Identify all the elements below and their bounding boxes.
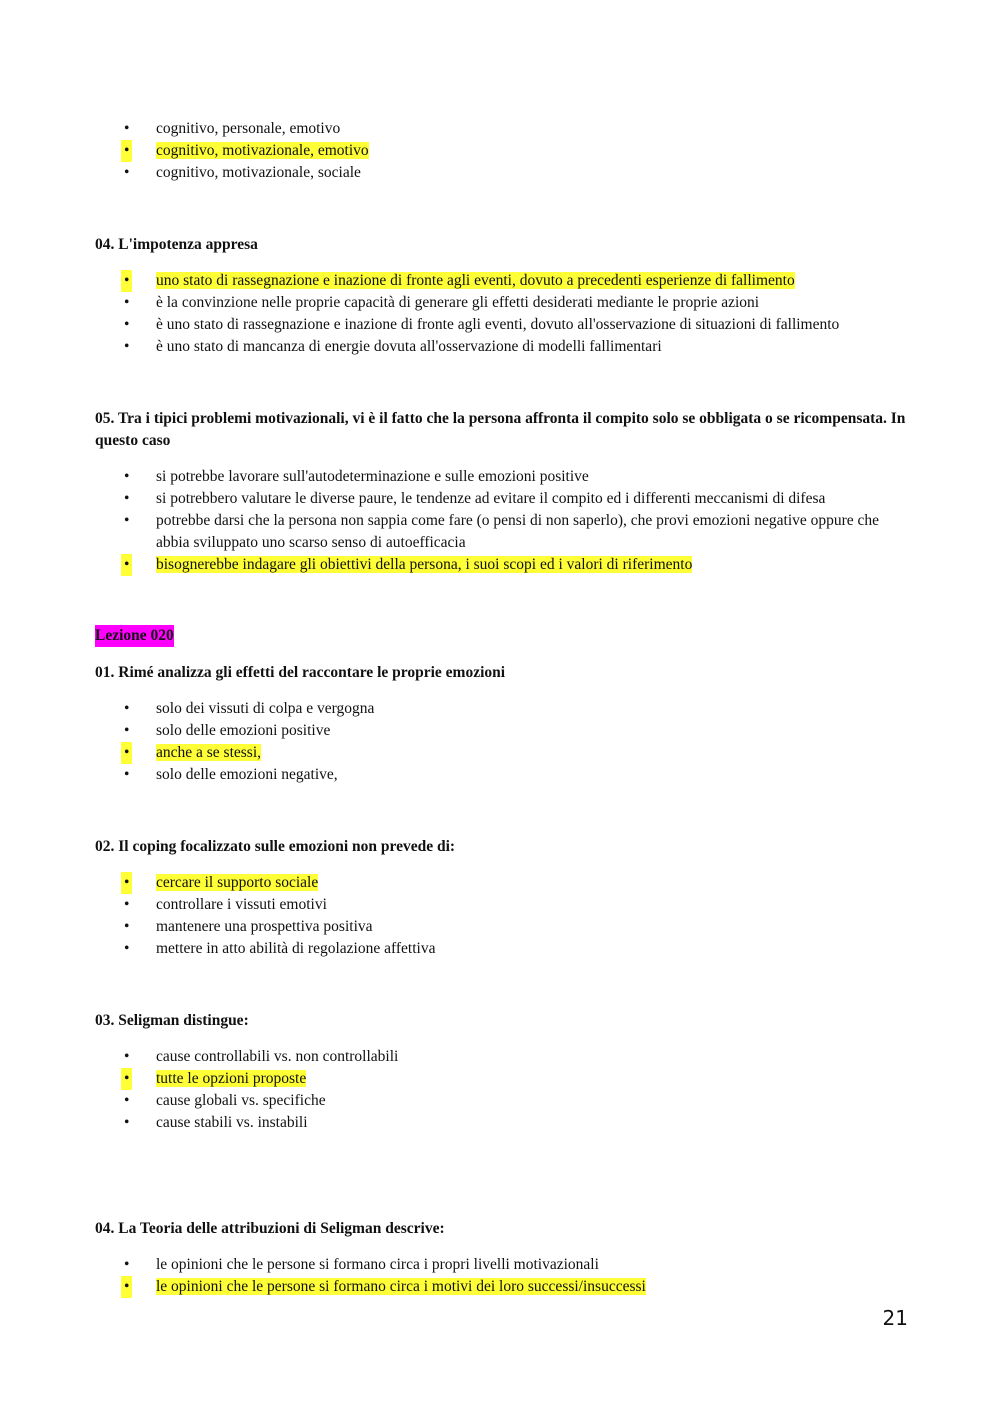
option-item: [95, 698, 915, 720]
bullet-icon: •: [124, 1048, 130, 1065]
bullet-icon: •: [124, 918, 130, 935]
option-text: le opinioni che le persone si formano circa i motivi dei loro successi/insuccessi: [156, 1278, 646, 1295]
option-item: [95, 162, 915, 184]
question-text: 04. L'impotenza appresa: [95, 236, 258, 253]
option-item: [95, 118, 915, 140]
option-text: solo delle emozioni positive: [156, 722, 331, 739]
bullet-icon: •: [124, 722, 130, 739]
bullet-icon: •: [121, 1276, 132, 1298]
question-block-l20-02: [95, 836, 915, 960]
option-item: [95, 314, 915, 336]
bullet-icon: •: [121, 872, 132, 894]
question-text: 01. Rimé analizza gli effetti del raccontare le proprie emozioni: [95, 664, 506, 681]
option-item: [95, 1046, 915, 1068]
option-item: [95, 916, 915, 938]
option-item-highlighted: [95, 270, 915, 292]
question-block-l20-03: [95, 1010, 915, 1134]
options-list: [95, 1254, 915, 1298]
bullet-icon: •: [121, 554, 132, 576]
option-item: [95, 488, 915, 510]
option-text: è uno stato di mancanza di energie dovuta all'osservazione di modelli fallimentari: [156, 338, 662, 355]
option-text: si potrebbero valutare le diverse paure, le tendenze ad evitare il compito ed i differenti meccanismi di difesa: [156, 490, 826, 507]
option-item-highlighted: [95, 1276, 915, 1298]
option-text: mettere in atto abilità di regolazione affettiva: [156, 940, 436, 957]
option-text: le opinioni che le persone si formano circa i propri livelli motivazionali: [156, 1256, 599, 1273]
option-text: è uno stato di rassegnazione e inazione di fronte agli eventi, dovuto all'osservazione di situazioni di fallimento: [156, 316, 840, 333]
option-text: controllare i vissuti emotivi: [156, 896, 327, 913]
options-list: [95, 872, 915, 960]
option-text: cause controllabili vs. non controllabili: [156, 1048, 399, 1065]
bullet-icon: •: [124, 1256, 130, 1273]
question-text: 05. Tra i tipici problemi motivazionali, vi è il fatto che la persona affronta il compito solo se obbligata o se ricompensata. In questo caso: [95, 410, 906, 449]
option-text: cognitivo, personale, emotivo: [156, 120, 341, 137]
bullet-icon: •: [124, 766, 130, 783]
bullet-icon: •: [124, 338, 130, 355]
bullet-icon: •: [121, 140, 132, 162]
option-item: [95, 1112, 915, 1134]
page-number: 21: [882, 1306, 908, 1330]
options-list: [95, 1046, 915, 1134]
option-item: [95, 466, 915, 488]
bullet-icon: •: [124, 1114, 130, 1131]
option-text: è la convinzione nelle proprie capacità di generare gli effetti desiderati mediante le proprie azioni: [156, 294, 760, 311]
bullet-icon: •: [124, 316, 130, 333]
bullet-icon: •: [124, 512, 130, 529]
option-item-highlighted: [95, 140, 915, 162]
option-item: [95, 764, 915, 786]
option-text: uno stato di rassegnazione e inazione di fronte agli eventi, dovuto a precedenti esperienze di fallimento: [156, 272, 795, 289]
bullet-icon: •: [121, 1068, 132, 1090]
options-list: [95, 466, 915, 576]
question-block-continued: [95, 118, 915, 184]
options-list: [95, 698, 915, 786]
bullet-icon: •: [124, 468, 130, 485]
option-item-highlighted: [95, 1068, 915, 1090]
option-item-highlighted: [95, 872, 915, 894]
bullet-icon: •: [124, 700, 130, 717]
option-text: cercare il supporto sociale: [156, 874, 319, 891]
bullet-icon: •: [124, 940, 130, 957]
question-text: 03. Seligman distingue:: [95, 1012, 249, 1029]
bullet-icon: •: [121, 742, 132, 764]
option-item-highlighted: [95, 742, 915, 764]
option-text: mantenere una prospettiva positiva: [156, 918, 373, 935]
option-text: solo delle emozioni negative,: [156, 766, 338, 783]
option-text: potrebbe darsi che la persona non sappia come fare (o pensi di non saperlo), che provi emozioni negative oppure che abbia sviluppato uno scarso senso di autoefficacia: [156, 512, 880, 551]
option-text: solo dei vissuti di colpa e vergogna: [156, 700, 375, 717]
option-item: [95, 938, 915, 960]
bullet-icon: •: [124, 164, 130, 181]
option-item: [95, 336, 915, 358]
option-text: bisognerebbe indagare gli obiettivi della persona, i suoi scopi ed i valori di riferimento: [156, 556, 693, 573]
options-list: [95, 270, 915, 358]
options-list: [95, 118, 915, 184]
bullet-icon: •: [124, 1092, 130, 1109]
option-text: cause globali vs. specifiche: [156, 1092, 326, 1109]
question-text: 02. Il coping focalizzato sulle emozioni non prevede di:: [95, 838, 456, 855]
bullet-icon: •: [124, 490, 130, 507]
lesson-heading: Lezione 020: [95, 625, 174, 647]
option-item: [95, 1254, 915, 1276]
option-item: [95, 720, 915, 742]
option-item: [95, 894, 915, 916]
bullet-icon: •: [124, 294, 130, 311]
option-text: cognitivo, motivazionale, sociale: [156, 164, 361, 181]
option-item: [95, 1090, 915, 1112]
option-item-highlighted: [95, 554, 915, 576]
bullet-icon: •: [121, 270, 132, 292]
question-block-l20-04: [95, 1218, 915, 1298]
question-block-l20-01: [95, 662, 915, 786]
bullet-icon: •: [124, 896, 130, 913]
question-block-05: [95, 408, 915, 576]
option-text: cognitivo, motivazionale, emotivo: [156, 142, 369, 159]
option-text: tutte le opzioni proposte: [156, 1070, 307, 1087]
option-text: anche a se stessi,: [156, 744, 262, 761]
option-text: si potrebbe lavorare sull'autodeterminazione e sulle emozioni positive: [156, 468, 589, 485]
question-text: 04. La Teoria delle attribuzioni di Seligman descrive:: [95, 1220, 445, 1237]
option-item: [95, 510, 915, 554]
bullet-icon: •: [124, 120, 130, 137]
question-block-04: [95, 234, 915, 358]
option-item: [95, 292, 915, 314]
option-text: cause stabili vs. instabili: [156, 1114, 308, 1131]
